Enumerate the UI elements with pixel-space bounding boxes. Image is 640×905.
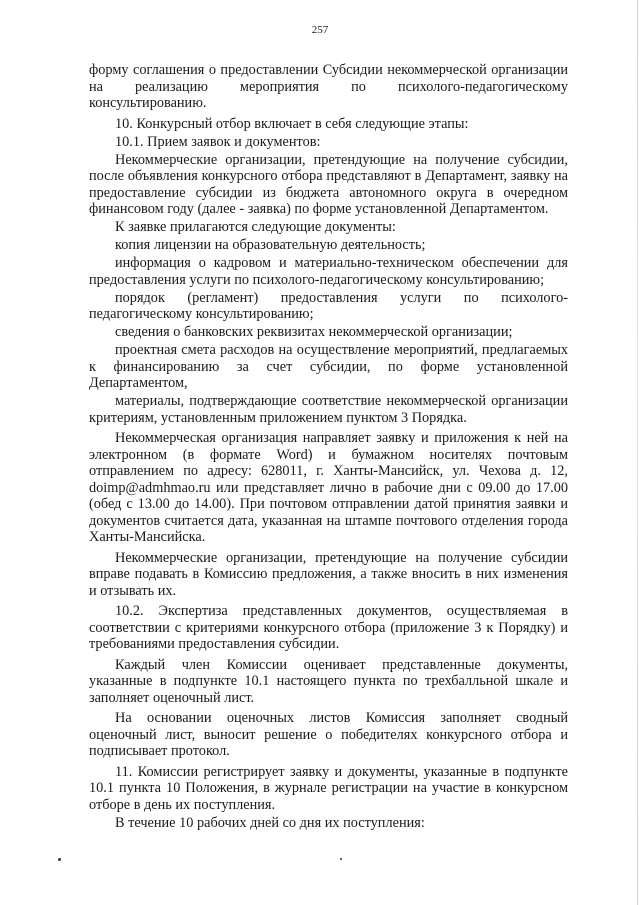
document-body: [89, 62, 568, 833]
paragraph: В течение 10 рабочих дней со дня их поступления:: [115, 814, 425, 831]
paragraph: проектная смета расходов на осуществление мероприятий, предлагаемых к финансированию за счет субсидии, по форме установленной Департаментом,: [89, 342, 568, 391]
paragraph: Некоммерческие организации, претендующие на получение субсидии, после объявления конкурсного отбора представляют в Департамент, заявку на предоставление субсидии из бюджета автономного округа в очередном финансовом году (далее - заявка) по форме установленной Департаментом.: [89, 151, 568, 217]
paragraph: Некоммерческая организация направляет заявку и приложения к ней на электронном (в формате Word) и бумажном носителях почтовым отправлением по адресу: 628011, г. Ханты-Мансийск, ул. Чехова д. 12, doimp@admhmao.ru или представляет лично в рабочие дни с 09.00 до 17.00 (обед с 13.00 до 14.00). При почтовом отправлении датой принятия заявки и документов считается дата, указанная на штампе почтового отделения города Ханты-Мансийска.: [89, 430, 568, 545]
paragraph: На основании оценочных листов Комиссия заполняет сводный оценочный лист, выносит решение о победителях конкурсного отбора и подписывает протокол.: [89, 710, 568, 759]
scan-speck: [340, 858, 342, 860]
paragraph: 11. Комиссии регистрирует заявку и документы, указанные в подпункте 10.1 пункта 10 Положения, в журнале регистрации на участие в конкурсном отборе в день их поступления.: [89, 763, 568, 813]
paragraph: материалы, подтверждающие соответствие некоммерческой организации критериям, установленным приложением пунктом 3 Порядка.: [89, 393, 568, 426]
paragraph: сведения о банковских реквизитах некоммерческой организации;: [115, 324, 513, 340]
paragraph: информация о кадровом и материально-техническом обеспечении для предоставления услуги по психолого-педагогическому консультированию;: [89, 255, 568, 288]
paragraph: К заявке прилагаются следующие документы:: [115, 219, 396, 235]
paragraph: Некоммерческие организации, претендующие на получение субсидии вправе подавать в Комиссию предложения, а также вносить в них изменения и отзывать их.: [89, 549, 568, 599]
scan-edge-line: [637, 0, 638, 905]
paragraph: порядок (регламент) предоставления услуги по психолого-педагогическому консультированию;: [89, 289, 568, 322]
paragraph: форму соглашения о предоставлении Субсидии некоммерческой организации на реализацию мероприятия по психолого-педагогическому консультированию.: [89, 62, 568, 111]
paragraph: копия лицензии на образовательную деятельность;: [115, 237, 426, 253]
paragraph: 10.1. Прием заявок и документов:: [115, 133, 321, 150]
page-number: 257: [311, 24, 329, 36]
paragraph: 10. Конкурсный отбор включает в себя следующие этапы:: [115, 115, 469, 132]
paragraph: Каждый член Комиссии оценивает представленные документы, указанные в подпункте 10.1 настоящего пункта по трехбалльной шкале и заполняет оценочный лист.: [89, 656, 568, 706]
paragraph: 10.2. Экспертиза представленных документов, осуществляемая в соответствии с критериями конкурсного отбора (приложение 3 к Порядку) и требованиями предоставления субсидии.: [89, 603, 568, 652]
scan-speck: [58, 858, 61, 861]
